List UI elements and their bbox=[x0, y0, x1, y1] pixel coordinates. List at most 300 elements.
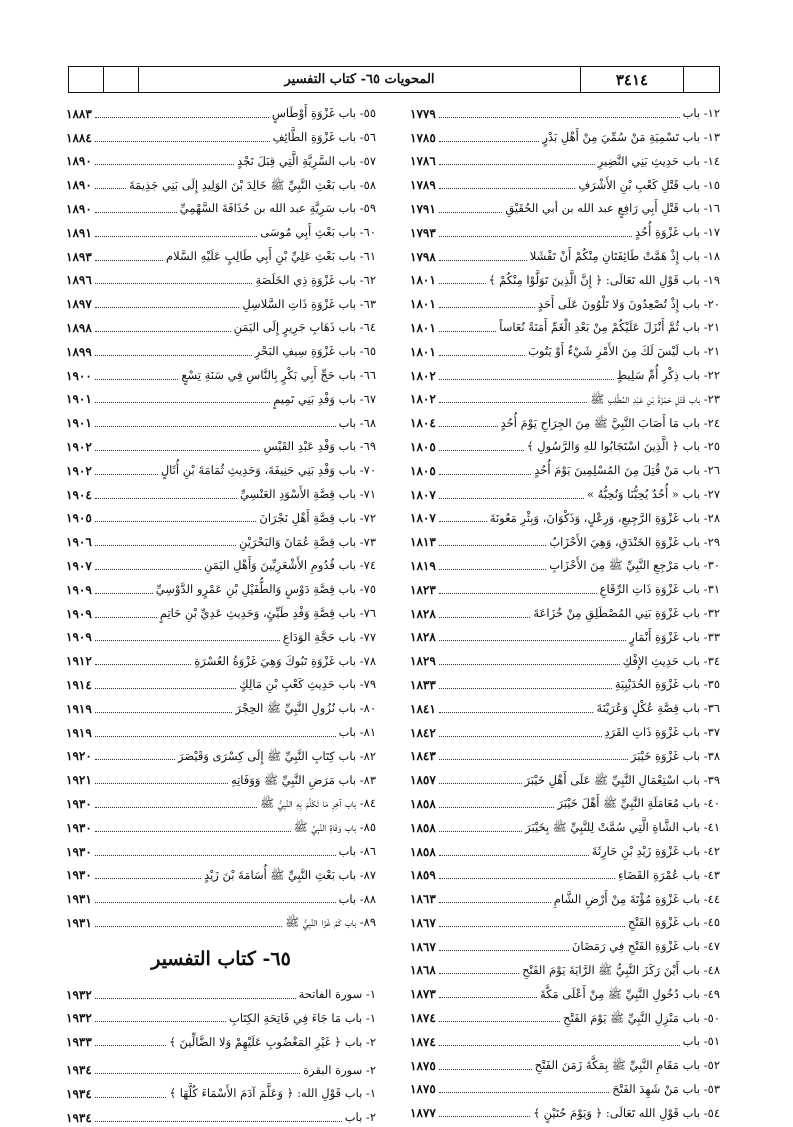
toc-entry-page: ١٨٥٨ bbox=[410, 796, 436, 811]
toc-entry[interactable] bbox=[66, 289, 376, 313]
dot-leader bbox=[95, 117, 269, 118]
toc-entry[interactable] bbox=[410, 242, 720, 266]
toc-entry[interactable] bbox=[410, 979, 720, 1003]
toc-entry-page: ١٩٣٤ bbox=[66, 1086, 92, 1101]
toc-entry-title: ٣١- باب غَزْوَةِ ذَاتِ الرِّقَاعِ bbox=[599, 582, 720, 597]
toc-entry-title: ٥١- باب bbox=[682, 1034, 720, 1049]
toc-entry-page: ١٧٩١ bbox=[410, 201, 436, 216]
toc-entry-title: ٣٢- باب غَزْوَةِ بَنِي المُصْطَلِقِ مِنْ خُزَاعَةَ bbox=[533, 606, 720, 621]
dot-leader bbox=[95, 831, 291, 832]
dot-leader bbox=[439, 426, 498, 427]
toc-entry[interactable] bbox=[410, 742, 720, 766]
toc-entry[interactable] bbox=[66, 194, 376, 218]
dot-leader bbox=[439, 688, 612, 689]
toc-entry-title: ٣٣- باب غَزْوَةِ أَنْمَارٍ bbox=[629, 629, 720, 644]
toc-entry[interactable] bbox=[66, 313, 376, 337]
toc-entry-page: ١٨٠٤ bbox=[410, 416, 436, 431]
dot-leader bbox=[439, 379, 614, 380]
toc-entry-title: ٢١- باب لَيْسَ لَكَ مِنَ الأَمْرِ شَيْءٌ أَوْ يَتُوبَ bbox=[528, 344, 720, 359]
toc-entry[interactable] bbox=[66, 337, 376, 361]
toc-entry-page: ١٨٩٠ bbox=[66, 178, 92, 193]
toc-entry[interactable] bbox=[66, 266, 376, 290]
toc-entry-title: ٣٠- باب مَرْجِعِ النَّبِيِّ ﷺ مِنَ الأَحْزَابِ bbox=[549, 558, 720, 573]
toc-entry-title: ٦٧- باب وَفْدِ بَنِي تَمِيمٍ bbox=[273, 391, 376, 406]
toc-entry-title: ١- سورة الفاتحة bbox=[298, 987, 376, 1002]
toc-entry-page: ١٨٩٩ bbox=[66, 344, 92, 359]
dot-leader bbox=[95, 878, 201, 879]
toc-entry-title: ٦٨- باب bbox=[338, 415, 376, 430]
toc-entry-title: ٢٥- باب ﴿ الَّذِينَ اسْتَجَابُوا للهِ وَالرَّسُولِ ﴾ bbox=[526, 439, 720, 454]
dot-leader bbox=[95, 998, 296, 999]
toc-entry-title: ١٣- باب تَسْمِيَةِ مَنْ سُمِّيَ مِنْ أَهْلِ بَدْرٍ bbox=[542, 130, 720, 145]
toc-entry[interactable] bbox=[410, 1027, 720, 1051]
toc-entry-title: ٨٠- باب نُزُولِ النَّبِيِّ ﷺ الحِجْرَ bbox=[235, 701, 376, 716]
toc-entry-title: ١- باب مَا جَاءَ فِي فَاتِحَةِ الكِتَابِ bbox=[229, 1010, 376, 1025]
maghazi-entries bbox=[66, 99, 376, 932]
dot-leader bbox=[95, 569, 201, 570]
toc-entry[interactable] bbox=[66, 1103, 376, 1127]
toc-entry[interactable] bbox=[410, 551, 720, 575]
toc-entry-title: ٥٧- باب السَّرِيَّةِ الَّتِي قِبَلَ نَجْدٍ bbox=[237, 153, 376, 168]
toc-entry[interactable] bbox=[410, 218, 720, 242]
dot-leader bbox=[439, 260, 527, 261]
toc-entry[interactable] bbox=[410, 456, 720, 480]
toc-entry-title: ٢- باب bbox=[344, 1110, 376, 1125]
toc-entry-page: ١٨٥٩ bbox=[410, 868, 436, 883]
toc-entry-title: ٥٢- باب مَقَامِ النَّبِيِّ ﷺ بِمَكَّةَ زَمَنَ الفَتْحِ bbox=[534, 1058, 720, 1073]
toc-entry-title: ٤٨- باب أَيْنَ رَكَزَ النَّبِيُّ ﷺ الرَّايَةَ يَوْمَ الفَتْحِ bbox=[522, 962, 720, 977]
toc-entry[interactable] bbox=[410, 932, 720, 956]
dot-leader bbox=[439, 593, 597, 594]
toc-entry[interactable] bbox=[410, 527, 720, 551]
toc-entry-page: ١٨٦٣ bbox=[410, 892, 436, 907]
toc-entry-page: ١٩٠٦ bbox=[66, 535, 92, 550]
header-page-number: ٣٤١٤ bbox=[581, 67, 684, 92]
toc-entry[interactable] bbox=[410, 646, 720, 670]
toc-entry[interactable] bbox=[410, 575, 720, 599]
toc-entry[interactable] bbox=[410, 289, 720, 313]
toc-entry-title: ٢٩- باب غَزْوَةِ الخَنْدَقِ، وَهِيَ الأَحْزَابُ bbox=[549, 534, 720, 549]
dot-leader bbox=[439, 450, 524, 451]
toc-entry-page: ١٩٣٣ bbox=[66, 1035, 92, 1050]
toc-entry-page: ١٨٥٨ bbox=[410, 820, 436, 835]
toc-entry[interactable] bbox=[66, 884, 376, 908]
toc-entry-page: ١٨٥٧ bbox=[410, 773, 436, 788]
toc-entry-page: ١٩٠٢ bbox=[66, 439, 92, 454]
dot-leader bbox=[439, 902, 551, 903]
dot-leader bbox=[439, 307, 535, 308]
dot-leader bbox=[95, 926, 282, 927]
dot-leader bbox=[439, 664, 620, 665]
toc-entry[interactable] bbox=[410, 385, 720, 409]
dot-leader bbox=[439, 164, 595, 165]
toc-entry-title: ٤٢- باب غَزْوَةِ زَيْدِ بْنِ حَارِثَةَ bbox=[591, 844, 720, 858]
toc-entry-page: ١٩١٢ bbox=[66, 654, 92, 669]
toc-entry[interactable] bbox=[410, 313, 720, 337]
toc-entry-title: ١٩- باب قَوْلِ الله تَعَالَى: ﴿ إِنَّ الَّذِينَ تَوَلَّوْا مِنْكُمْ ﴾ bbox=[488, 272, 720, 287]
toc-entry[interactable] bbox=[66, 837, 376, 861]
toc-entry-title: ٢٣- باب قَتْلِ حَمْزَةَ بْنِ عَبْدِ المُطَّلِبِ ﷺ bbox=[590, 391, 720, 406]
toc-entry[interactable] bbox=[410, 432, 720, 456]
toc-entry-title: ٥٠- باب مَنْزِلِ النَّبِيِّ ﷺ يَوْمَ الفَتْحِ bbox=[563, 1010, 720, 1025]
dot-leader bbox=[95, 1021, 226, 1022]
toc-entry-page: ١٨٦٧ bbox=[410, 915, 436, 930]
toc-entry-title: ١٢- باب bbox=[682, 106, 720, 121]
toc-entry-title: ٨٧- باب بَعْثِ النَّبِيِّ ﷺ أُسَامَةَ بْنَ زَيْدٍ bbox=[204, 867, 376, 882]
dot-leader bbox=[439, 759, 628, 760]
toc-entry-page: ١٩٠٧ bbox=[66, 558, 92, 573]
toc-entry-page: ١٨٠٧ bbox=[410, 487, 436, 502]
left-toc-column bbox=[66, 99, 376, 1127]
toc-entry-page: ١٩٠٩ bbox=[66, 606, 92, 621]
toc-entry[interactable] bbox=[66, 813, 376, 837]
toc-entry[interactable] bbox=[66, 218, 376, 242]
header-blank-cell bbox=[69, 67, 104, 92]
toc-entry-title: ٤٧- باب غَزْوَةِ الفَتْحِ فِي رَمَضَانَ bbox=[571, 939, 720, 954]
toc-entry-page: ١٨٢٨ bbox=[410, 630, 436, 645]
toc-entry-title: ٦١- باب بَعْثِ عَلِيِّ بْنِ أَبِي طَالِبٍ عَلَيْهِ السَّلام bbox=[166, 249, 376, 264]
toc-entry-page: ١٩٠٥ bbox=[66, 511, 92, 526]
dot-leader bbox=[95, 260, 163, 261]
toc-entry[interactable] bbox=[410, 361, 720, 385]
toc-entry-title: ١٨- باب إِذْ هَمَّتْ طَائِفَتَانِ مِنْكُمْ أَنْ تَفْشَلا bbox=[529, 249, 720, 264]
toc-entry[interactable] bbox=[410, 670, 720, 694]
toc-entry-page: ١٩٣٤ bbox=[66, 1110, 92, 1125]
dot-leader bbox=[439, 212, 503, 213]
toc-entry[interactable] bbox=[410, 1098, 720, 1122]
toc-entry-title: ٢٨- باب غَزْوَةِ الرَّجِيعِ، وَرِعْلٍ، وَذَكْوَانَ، وَبِئْرِ مَعُونَةَ bbox=[489, 510, 720, 525]
toc-entry-page: ١٨٩٠ bbox=[66, 154, 92, 169]
toc-entry-page: ١٩٣١ bbox=[66, 915, 92, 930]
toc-entry-page: ١٨١٣ bbox=[410, 535, 436, 550]
toc-entry-page: ١٨٠١ bbox=[410, 344, 436, 359]
toc-entry-page: ١٩٣١ bbox=[66, 892, 92, 907]
dot-leader bbox=[95, 521, 257, 522]
dot-leader bbox=[95, 736, 336, 737]
toc-entry-title: ١٥- باب قَتْلِ كَعْبِ بْنِ الأَشْرَفِ bbox=[578, 177, 720, 192]
toc-entry-page: ١٧٨٦ bbox=[410, 154, 436, 169]
toc-entry-page: ١٨٧٤ bbox=[410, 1011, 436, 1026]
toc-entry-page: ١٨٠١ bbox=[410, 297, 436, 312]
toc-entry-title: ٤٠- باب مُعَامَلَةِ النَّبِيِّ ﷺ أَهْلَ خَيْبَرَ bbox=[557, 796, 720, 811]
toc-entry-title: ٥٨- باب بَعْثِ النَّبِيِّ ﷺ خَالِدَ بْنَ الوَلِيدِ إِلَى بَنِي جَذِيمَةَ bbox=[129, 177, 376, 192]
dot-leader bbox=[439, 1092, 610, 1093]
toc-entry-title: ٤٩- باب دُخُولِ النَّبِيِّ ﷺ مِنْ أَعْلَى مَكَّةَ bbox=[539, 986, 720, 1001]
toc-entry-page: ١٩٠٤ bbox=[66, 487, 92, 502]
toc-entry-page: ١٧٩٨ bbox=[410, 249, 436, 264]
dot-leader bbox=[95, 1073, 300, 1074]
toc-entry[interactable] bbox=[410, 956, 720, 980]
toc-entry[interactable] bbox=[410, 623, 720, 647]
toc-entry-page: ١٨١٩ bbox=[410, 558, 436, 573]
toc-entry-title: ٤١- باب الشَّاةِ الَّتِي سُمَّتْ لِلنَّبِيِّ ﷺ بِخَيْبَرَ bbox=[525, 820, 720, 835]
toc-entry[interactable] bbox=[66, 861, 376, 885]
toc-entry-title: ٦٠- باب بَعْثِ أَبِي مُوسَى bbox=[260, 225, 376, 240]
toc-entry[interactable] bbox=[66, 599, 376, 623]
toc-entry[interactable] bbox=[410, 789, 720, 813]
dot-leader bbox=[95, 402, 271, 403]
toc-entry-page: ١٨٦٨ bbox=[410, 963, 436, 978]
toc-entry-page: ١٩٠١ bbox=[66, 416, 92, 431]
toc-entry-page: ١٧٧٩ bbox=[410, 106, 436, 121]
toc-entry-page: ١٨٤٢ bbox=[410, 725, 436, 740]
toc-entry-title: ٨٨- باب bbox=[338, 891, 376, 906]
toc-entry[interactable] bbox=[66, 718, 376, 742]
dot-leader bbox=[95, 617, 157, 618]
dot-leader bbox=[95, 141, 270, 142]
dot-leader bbox=[439, 831, 522, 832]
toc-entry-title: ٧٠- باب وَفْدِ بَنِي حَنِيفَةَ، وَحَدِيثِ ثُمَامَةَ بْنِ أُثَالٍ bbox=[160, 463, 376, 478]
dot-leader bbox=[439, 807, 555, 808]
dot-leader bbox=[95, 307, 240, 308]
toc-entry[interactable] bbox=[66, 408, 376, 432]
toc-entry[interactable] bbox=[66, 623, 376, 647]
toc-entry-title: ٧٣- باب قِصَّةِ عُمَانَ وَالبَحْرَيْنِ bbox=[239, 534, 376, 549]
toc-entry[interactable] bbox=[66, 670, 376, 694]
toc-entry-page: ١٩٠١ bbox=[66, 392, 92, 407]
toc-entry[interactable] bbox=[410, 837, 720, 861]
toc-entry[interactable] bbox=[66, 480, 376, 504]
toc-entry-page: ١٨٧٧ bbox=[410, 1106, 436, 1121]
toc-entry-page: ١٨٦٧ bbox=[410, 939, 436, 954]
toc-entry[interactable] bbox=[66, 456, 376, 480]
toc-entry-page: ١٨٠٥ bbox=[410, 463, 436, 478]
toc-entry-title: ١- باب قَوْلِ الله: ﴿ وَعَلَّمَ آدَمَ الأَسْمَاءَ كُلَّهَا ﴾ bbox=[169, 1086, 376, 1101]
toc-entry[interactable] bbox=[410, 147, 720, 171]
toc-entry[interactable] bbox=[410, 813, 720, 837]
toc-entry-page: ١٨٨٣ bbox=[66, 106, 92, 121]
toc-entry-title: ٦٢- باب غَزْوَةِ ذِي الخَلَصَةِ bbox=[255, 272, 376, 287]
toc-entry-title: ٥٦- باب غَزْوَةِ الطَّائِفِ bbox=[272, 130, 376, 145]
dot-leader bbox=[95, 450, 261, 451]
header-blank-cell bbox=[104, 67, 139, 92]
dot-leader bbox=[439, 474, 531, 475]
toc-entry-page: ١٨٠٥ bbox=[410, 439, 436, 454]
toc-entry-page: ١٧٩٣ bbox=[410, 225, 436, 240]
toc-entry[interactable] bbox=[410, 194, 720, 218]
toc-entry-page: ١٧٨٩ bbox=[410, 178, 436, 193]
dot-leader bbox=[95, 331, 231, 332]
toc-entry-page: ١٨٧٣ bbox=[410, 987, 436, 1002]
toc-entry[interactable] bbox=[66, 361, 376, 385]
toc-entry-page: ١٨٧٥ bbox=[410, 1082, 436, 1097]
toc-entry[interactable] bbox=[66, 980, 376, 1004]
dot-leader bbox=[439, 640, 626, 641]
dot-leader bbox=[439, 402, 588, 403]
toc-entry-title: ٧٢- باب قِصَّةِ أَهْلِ نَجْرَانَ bbox=[259, 510, 376, 525]
toc-entry-title: ٧٩- باب حَدِيثِ كَعْبِ بْنِ مَالِكٍ bbox=[239, 677, 376, 692]
toc-entry-page: ١٨٩٠ bbox=[66, 201, 92, 216]
toc-entry-page: ١٩٠٩ bbox=[66, 582, 92, 597]
dot-leader bbox=[95, 807, 258, 808]
dot-leader bbox=[95, 545, 236, 546]
dot-leader bbox=[439, 355, 525, 356]
toc-entry-page: ١٩٣٤ bbox=[66, 1063, 92, 1078]
toc-entry[interactable] bbox=[410, 1051, 720, 1075]
toc-entry[interactable] bbox=[410, 718, 720, 742]
toc-entry-page: ١٨٠١ bbox=[410, 320, 436, 335]
dot-leader bbox=[95, 1045, 166, 1046]
toc-entry[interactable] bbox=[66, 99, 376, 123]
dot-leader bbox=[95, 188, 126, 189]
header-blank-cell bbox=[684, 67, 719, 92]
dot-leader bbox=[439, 331, 496, 332]
toc-entry[interactable] bbox=[410, 266, 720, 290]
dot-leader bbox=[95, 379, 179, 380]
toc-entry[interactable] bbox=[66, 170, 376, 194]
toc-entry[interactable] bbox=[66, 551, 376, 575]
dot-leader bbox=[95, 283, 253, 284]
toc-entry-page: ١٨٩٣ bbox=[66, 249, 92, 264]
toc-entry-title: ٣٦- باب قِصَّةِ عُكْلٍ وَعُرَيْنَةَ bbox=[596, 701, 720, 716]
toc-entry[interactable] bbox=[410, 884, 720, 908]
toc-entry[interactable] bbox=[410, 1003, 720, 1027]
dot-leader bbox=[95, 498, 237, 499]
toc-entry[interactable] bbox=[66, 147, 376, 171]
toc-entry[interactable] bbox=[410, 1075, 720, 1099]
toc-entry[interactable] bbox=[66, 575, 376, 599]
toc-entry-title: ٣٧- باب غَزْوَةِ ذَاتِ القَرَدِ bbox=[604, 725, 720, 740]
toc-entry[interactable] bbox=[66, 242, 376, 266]
toc-entry[interactable] bbox=[410, 504, 720, 528]
toc-entry[interactable] bbox=[410, 480, 720, 504]
toc-entry-title: ٥٥- باب غَزْوَةِ أَوْطَاسٍ bbox=[271, 106, 376, 121]
toc-entry[interactable] bbox=[66, 742, 376, 766]
toc-entry[interactable] bbox=[66, 385, 376, 409]
toc-entry-title: ٥٣- باب مَنْ شَهِدَ الفَتْحَ bbox=[612, 1081, 720, 1096]
toc-entry[interactable] bbox=[410, 170, 720, 194]
toc-entry[interactable] bbox=[66, 432, 376, 456]
dot-leader bbox=[439, 855, 589, 856]
toc-entry-title: ٢٢- باب ذِكْرِ أُمِّ سَلِيطٍ bbox=[616, 368, 720, 383]
dot-leader bbox=[439, 1045, 680, 1046]
toc-entry[interactable] bbox=[410, 694, 720, 718]
dot-leader bbox=[95, 212, 177, 213]
toc-entry[interactable] bbox=[410, 861, 720, 885]
toc-entry-title: ٢- باب ﴿ غَيْرِ المَغْضُوبِ عَلَيْهِمْ وَلا الضَّالِّينَ ﴾ bbox=[169, 1034, 376, 1049]
dot-leader bbox=[439, 617, 531, 618]
dot-leader bbox=[439, 1021, 560, 1022]
toc-entry-title: ٦٦- باب حَجِّ أَبِي بَكْرٍ بِالنَّاسِ فِي سَنَةِ تِسْعٍ bbox=[181, 368, 376, 383]
toc-entry-title: ٢٦- باب مَنْ قُتِلَ مِنَ المُسْلِمِينَ يَوْمَ أُحُدٍ bbox=[534, 463, 720, 478]
toc-entry-title: ٢- سورة البقرة bbox=[303, 1062, 376, 1077]
toc-entry[interactable] bbox=[410, 599, 720, 623]
toc-entry-page: ١٩٢١ bbox=[66, 773, 92, 788]
toc-entry-page: ١٩٣٠ bbox=[66, 868, 92, 883]
toc-entry-title: ٤٥- باب غَزْوَةِ الفَتْحِ bbox=[627, 915, 720, 930]
toc-entry-page: ١٧٨٥ bbox=[410, 130, 436, 145]
dot-leader bbox=[439, 521, 487, 522]
toc-entry-page: ١٨٧٤ bbox=[410, 1034, 436, 1049]
dot-leader bbox=[95, 664, 191, 665]
toc-entry-title: ٧٦- باب قِصَّةِ وَفْدِ طَيِّئٍ، وَحَدِيثِ عَدِيِّ بْنِ حَاتِمٍ bbox=[159, 606, 376, 621]
toc-entry-title: ٤٤- باب غَزْوَةِ مُؤْتَةَ مِنْ أَرْضِ الشَّامِ bbox=[553, 891, 720, 906]
dot-leader bbox=[439, 950, 569, 951]
dot-leader bbox=[439, 117, 680, 118]
toc-entry-page: ١٨٤٣ bbox=[410, 749, 436, 764]
toc-entry-title: ٧١- باب قِصَّةِ الأَسْوَدِ العَنْسِيِّ bbox=[239, 487, 376, 502]
toc-entry-page: ١٨٣٣ bbox=[410, 677, 436, 692]
toc-entry-title: ٢٧- باب « أُحُدٌ يُحِبُّنَا وَنُحِبُّهُ » bbox=[586, 487, 720, 502]
toc-entry-title: ٣٨- باب غَزْوَةِ خَيْبَرَ bbox=[630, 748, 720, 763]
dot-leader bbox=[439, 545, 547, 546]
toc-entry[interactable] bbox=[66, 123, 376, 147]
toc-entry-title: ٨٣- باب مَرَضِ النَّبِيِّ ﷺ وَوَفَاتِهِ bbox=[230, 772, 376, 787]
toc-entry[interactable] bbox=[66, 1079, 376, 1103]
toc-entry[interactable] bbox=[410, 123, 720, 147]
toc-entry[interactable] bbox=[66, 789, 376, 813]
tafsir-entries bbox=[66, 980, 376, 1127]
header-title: المحويات ٦٥- كتاب التفسير bbox=[139, 67, 581, 92]
toc-entry[interactable] bbox=[410, 408, 720, 432]
page-header bbox=[68, 66, 720, 93]
toc-entry[interactable] bbox=[66, 694, 376, 718]
toc-entry-page: ١٩٣٠ bbox=[66, 844, 92, 859]
toc-entry-title: ٤٣- باب عُمْرَةِ القَضَاءِ bbox=[617, 867, 720, 882]
dot-leader bbox=[95, 902, 336, 903]
toc-entry-title: ٢١- باب ثُمَّ أَنْزَلَ عَلَيْكُمْ مِنْ بَعْدِ الْغَمِّ أَمَنَةً نُعَاساً bbox=[499, 320, 720, 335]
dot-leader bbox=[95, 855, 336, 856]
toc-entry-title: ٨٦- باب bbox=[338, 844, 376, 858]
toc-entry-title: ٨٩- باب كَمْ غَزَا النَّبِيُّ ﷺ bbox=[285, 915, 376, 930]
dot-leader bbox=[439, 973, 519, 974]
toc-entry[interactable] bbox=[410, 99, 720, 123]
dot-leader bbox=[95, 783, 228, 784]
dot-leader bbox=[95, 688, 236, 689]
toc-entry-page: ١٨٩٨ bbox=[66, 320, 92, 335]
toc-entry-page: ١٨٤١ bbox=[410, 701, 436, 716]
book-heading: ٦٥- كتاب التفسير bbox=[151, 947, 291, 970]
dot-leader bbox=[439, 878, 615, 879]
toc-entry-title: ٨٥- باب وَفَاةِ النَّبِيِّ ﷺ bbox=[293, 820, 376, 835]
toc-entry[interactable] bbox=[66, 1004, 376, 1028]
toc-entry-page: ١٨٩١ bbox=[66, 225, 92, 240]
toc-entry-page: ١٩٠٠ bbox=[66, 368, 92, 383]
dot-leader bbox=[439, 141, 540, 142]
toc-entry-page: ١٩٣٢ bbox=[66, 987, 92, 1002]
toc-entry[interactable] bbox=[66, 646, 376, 670]
toc-entry[interactable] bbox=[410, 908, 720, 932]
toc-entry[interactable] bbox=[66, 908, 376, 932]
toc-entry-title: ٧٨- باب غَزْوَةِ تَبُوكَ وَهِيَ غَزْوَةُ العُسْرَةِ bbox=[194, 653, 376, 668]
toc-entry-title: ٢٤- باب مَا أَصَابَ النَّبِيَّ ﷺ مِنَ الجِرَاحِ يَوْمَ أُحُدٍ bbox=[500, 415, 720, 430]
toc-entry[interactable] bbox=[66, 1027, 376, 1051]
toc-entry-title: ٧٧- باب حَجَّةِ الوَدَاعِ bbox=[282, 629, 376, 644]
toc-entry-page: ١٩١٩ bbox=[66, 725, 92, 740]
toc-entry[interactable] bbox=[66, 504, 376, 528]
toc-entry[interactable] bbox=[66, 527, 376, 551]
toc-entry[interactable] bbox=[410, 765, 720, 789]
toc-entry-title: ١٦- باب قَتْلِ أَبِي رَافِعٍ عبد الله بن أبي الحُقَيْقِ bbox=[505, 201, 720, 216]
dot-leader bbox=[439, 997, 537, 998]
dot-leader bbox=[439, 783, 522, 784]
toc-entry[interactable] bbox=[410, 337, 720, 361]
dot-leader bbox=[439, 236, 632, 237]
toc-entry[interactable] bbox=[66, 765, 376, 789]
toc-entry-page: ١٨٧٥ bbox=[410, 1058, 436, 1073]
dot-leader bbox=[95, 1121, 342, 1122]
toc-entry-title: ٨٤- باب آخِرِ مَا تَكَلَّمَ بِهِ النَّبِيُّ ﷺ bbox=[260, 796, 376, 811]
toc-entry-title: ١٧- باب غَزْوَةِ أُحُدٍ bbox=[634, 225, 720, 240]
toc-entry-page: ١٨٥٨ bbox=[410, 844, 436, 859]
toc-entry-title: ٥٩- باب سَرِيَّةِ عبد الله بن حُذَافَةَ السَّهْمِيِّ bbox=[179, 201, 376, 216]
dot-leader bbox=[439, 1116, 530, 1117]
toc-entry[interactable] bbox=[66, 1055, 376, 1079]
toc-entry-page: ١٨٠٢ bbox=[410, 368, 436, 383]
dot-leader bbox=[439, 188, 576, 189]
toc-entry-title: ٣٤- باب حَدِيثِ الإِفْكِ bbox=[622, 653, 720, 668]
dot-leader bbox=[95, 355, 252, 356]
